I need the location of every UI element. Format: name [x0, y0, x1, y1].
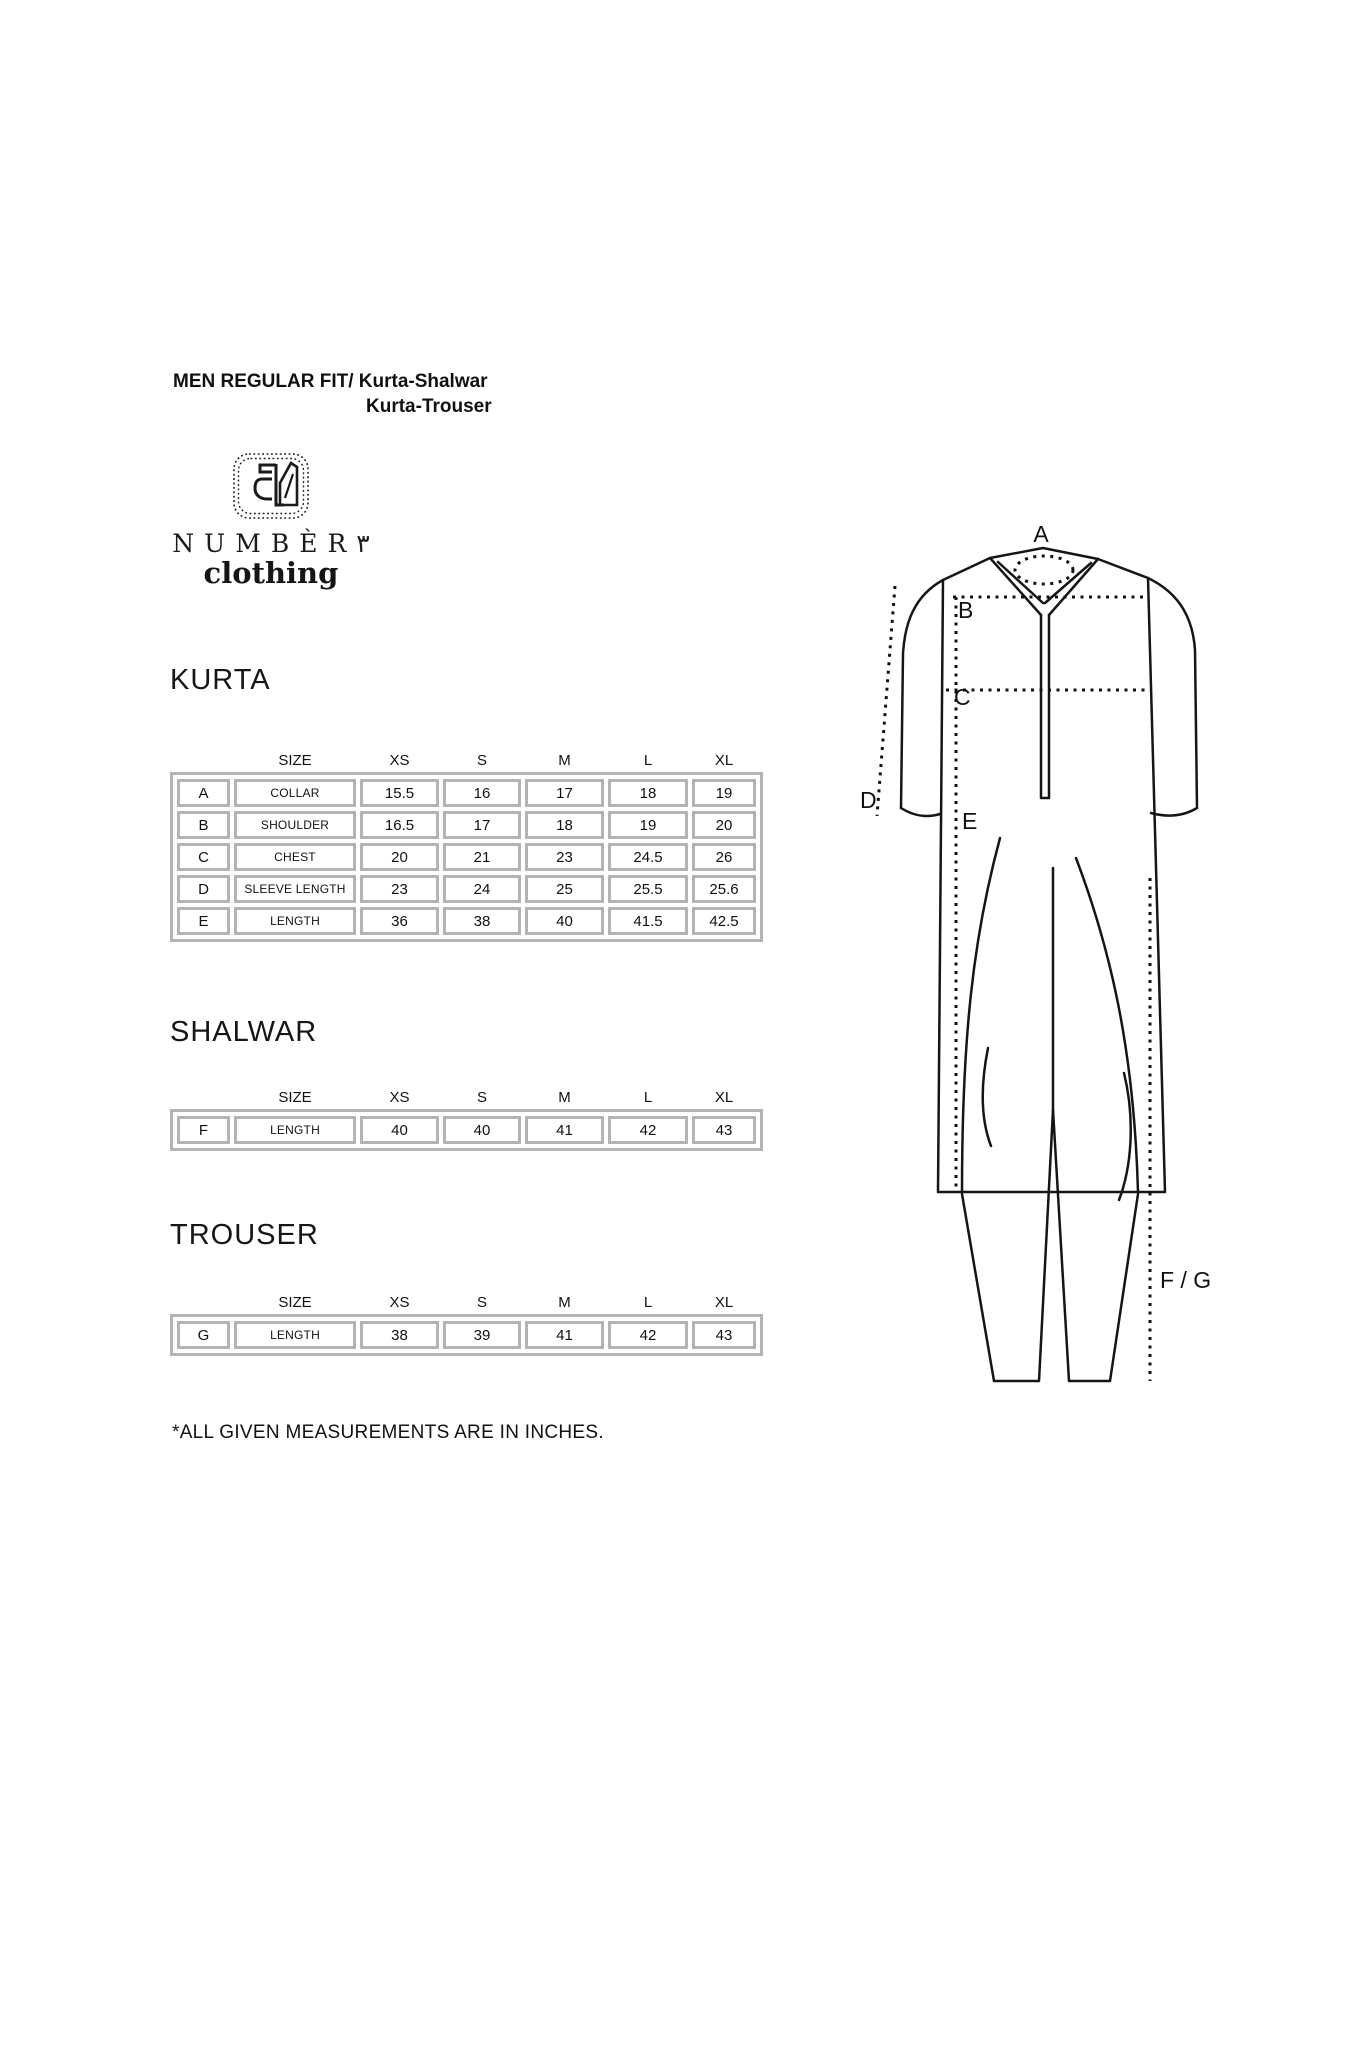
value-cell: 21 — [443, 843, 521, 871]
row-letter-cell: E — [177, 907, 230, 935]
column-header: XL — [714, 1293, 734, 1311]
size-rows — [177, 1116, 756, 1144]
value-cell: 42.5 — [692, 907, 756, 935]
size-row — [177, 1321, 756, 1349]
row-label-cell: LENGTH — [234, 1116, 356, 1144]
row-letter-cell: D — [177, 875, 230, 903]
kurta-outline — [901, 548, 1197, 1192]
row-label-cell: COLLAR — [234, 779, 356, 807]
column-header: L — [643, 751, 653, 769]
size-row — [177, 907, 756, 935]
value-cell: 25.6 — [692, 875, 756, 903]
row-letter-cell: A — [177, 779, 230, 807]
value-cell: 38 — [443, 907, 521, 935]
value-cell: 15.5 — [360, 779, 439, 807]
header-row — [177, 1085, 756, 1109]
value-cell: 42 — [608, 1321, 688, 1349]
size-rows — [177, 779, 756, 935]
column-header: XL — [714, 751, 734, 769]
value-cell: 40 — [525, 907, 604, 935]
column-header: S — [476, 1088, 487, 1106]
size-row — [177, 779, 756, 807]
column-header-spacer — [177, 1085, 230, 1109]
size-table — [170, 748, 763, 947]
value-cell: 39 — [443, 1321, 521, 1349]
size-table-body — [170, 1314, 763, 1356]
section-heading: TROUSER — [170, 1219, 319, 1251]
value-cell: 20 — [692, 811, 756, 839]
value-cell: 17 — [443, 811, 521, 839]
diagram-label-b: B — [958, 597, 974, 623]
size-table-body — [170, 772, 763, 942]
value-cell: 24.5 — [608, 843, 688, 871]
column-header: M — [558, 751, 571, 769]
row-letter-cell: F — [177, 1116, 230, 1144]
diagram-label-c: C — [954, 684, 971, 710]
size-section-trouser — [170, 1218, 763, 1361]
garment-diagram — [848, 478, 1268, 1458]
brand-logo — [140, 452, 402, 590]
value-cell: 25 — [525, 875, 604, 903]
value-cell: 16 — [443, 779, 521, 807]
section-heading: SHALWAR — [170, 1016, 318, 1048]
diagram-label-e: E — [962, 808, 978, 834]
size-section-shalwar — [170, 1015, 763, 1156]
size-row — [177, 811, 756, 839]
size-table — [170, 1290, 763, 1361]
column-header: S — [476, 751, 487, 769]
row-letter-cell: B — [177, 811, 230, 839]
value-cell: 43 — [692, 1116, 756, 1144]
row-label-cell: SHOULDER — [234, 811, 356, 839]
size-row — [177, 1116, 756, 1144]
value-cell: 23 — [360, 875, 439, 903]
collar-measure-line — [1015, 556, 1073, 584]
title-line-1: MEN REGULAR FIT/ Kurta-Shalwar — [173, 371, 488, 392]
column-header: XS — [389, 751, 410, 769]
column-header: M — [558, 1293, 571, 1311]
value-cell: 25.5 — [608, 875, 688, 903]
column-header: SIZE — [278, 1293, 312, 1311]
column-header: S — [476, 1293, 487, 1311]
value-cell: 19 — [608, 811, 688, 839]
size-rows — [177, 1321, 756, 1349]
title-line-2: Kurta-Trouser — [366, 395, 492, 417]
value-cell: 26 — [692, 843, 756, 871]
size-table-header — [173, 1085, 760, 1109]
value-cell: 20 — [360, 843, 439, 871]
shalwar-outline — [962, 838, 1138, 1381]
row-letter-cell: G — [177, 1321, 230, 1349]
value-cell: 41 — [525, 1321, 604, 1349]
header-row — [177, 1290, 756, 1314]
column-header: XL — [714, 1088, 734, 1106]
page-title — [173, 370, 492, 419]
column-header: SIZE — [278, 1088, 312, 1106]
value-cell: 19 — [692, 779, 756, 807]
size-table-body — [170, 1109, 763, 1151]
value-cell: 18 — [525, 811, 604, 839]
value-cell: 40 — [360, 1116, 439, 1144]
brand-subtitle: clothing — [203, 556, 339, 590]
brand-logo-mark — [232, 452, 310, 520]
column-header: XS — [389, 1088, 410, 1106]
column-header-spacer — [177, 1290, 230, 1314]
value-cell: 40 — [443, 1116, 521, 1144]
value-cell: 18 — [608, 779, 688, 807]
row-label-cell: LENGTH — [234, 1321, 356, 1349]
row-letter-cell: C — [177, 843, 230, 871]
size-table-header — [173, 748, 760, 772]
diagram-label-fg: F / G — [1160, 1267, 1212, 1293]
column-header: L — [643, 1293, 653, 1311]
size-section-kurta — [170, 663, 763, 947]
column-header: SIZE — [278, 751, 312, 769]
diagram-label-a: A — [1033, 521, 1049, 547]
measurements-note: *ALL GIVEN MEASUREMENTS ARE IN INCHES. — [172, 1422, 604, 1443]
row-label-cell: SLEEVE LENGTH — [234, 875, 356, 903]
column-header: XS — [389, 1293, 410, 1311]
value-cell: 23 — [525, 843, 604, 871]
value-cell: 41.5 — [608, 907, 688, 935]
value-cell: 17 — [525, 779, 604, 807]
column-header: L — [643, 1088, 653, 1106]
section-heading: KURTA — [170, 664, 271, 696]
row-label-cell: LENGTH — [234, 907, 356, 935]
value-cell: 41 — [525, 1116, 604, 1144]
value-cell: 42 — [608, 1116, 688, 1144]
size-table-header — [173, 1290, 760, 1314]
size-row — [177, 843, 756, 871]
header-row — [177, 748, 756, 772]
value-cell: 38 — [360, 1321, 439, 1349]
sleeve-measure-line — [877, 586, 895, 816]
diagram-label-d: D — [860, 787, 877, 813]
value-cell: 36 — [360, 907, 439, 935]
column-header-spacer — [177, 748, 230, 772]
value-cell: 16.5 — [360, 811, 439, 839]
value-cell: 24 — [443, 875, 521, 903]
size-row — [177, 875, 756, 903]
row-label-cell: CHEST — [234, 843, 356, 871]
column-header: M — [558, 1088, 571, 1106]
value-cell: 43 — [692, 1321, 756, 1349]
brand-name: NUMBÈR٣ — [172, 529, 370, 558]
size-table — [170, 1085, 763, 1156]
